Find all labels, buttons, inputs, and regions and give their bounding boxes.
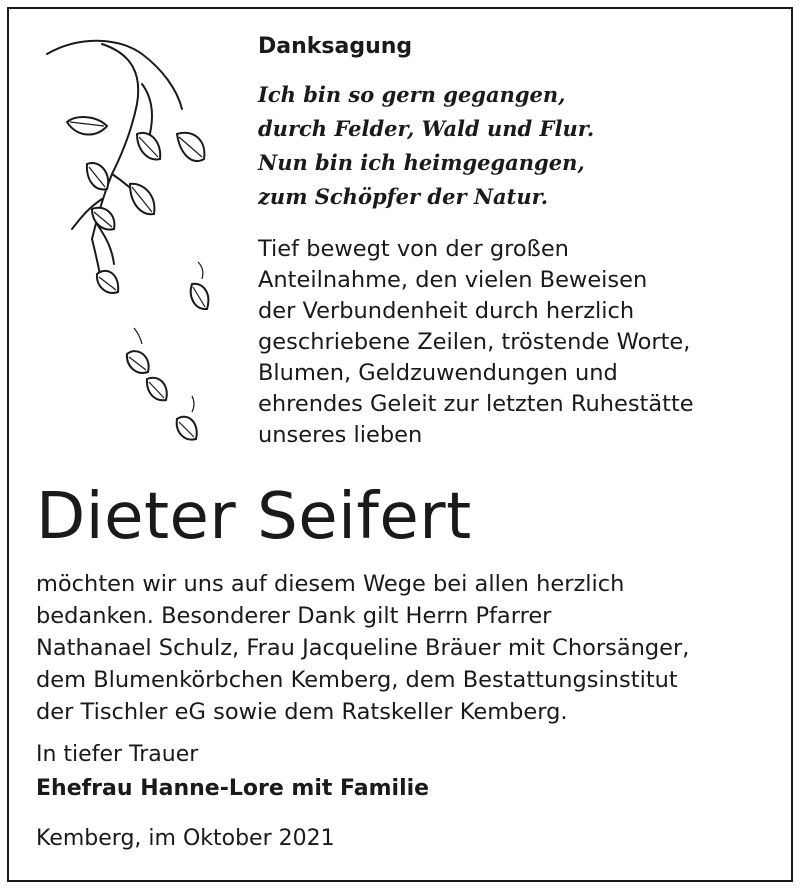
poem-line: Nun bin ich heimgegangen, — [258, 150, 585, 175]
poem — [258, 78, 594, 214]
family-signature: Ehefrau Hanne-Lore mit Familie — [36, 776, 430, 801]
intro-line: Tief bewegt von der großen — [258, 236, 569, 262]
intro-paragraph — [258, 234, 694, 451]
intro-line: ehrendes Geleit zur letzten Ruhestätte — [258, 391, 694, 417]
deceased-name: Dieter Seifert — [36, 480, 472, 554]
thanks-line: dem Blumenkörbchen Kemberg, dem Bestattungsinstitut — [36, 667, 678, 693]
place-and-date: Kemberg, im Oktober 2021 — [36, 826, 335, 851]
intro-line: unseres lieben — [258, 422, 423, 448]
intro-line: geschriebene Zeilen, tröstende Worte, — [258, 329, 691, 355]
poem-line: Ich bin so gern gegangen, — [258, 82, 566, 107]
thanks-line: Nathanael Schulz, Frau Jacqueline Bräuer mit Chorsänger, — [36, 635, 690, 661]
intro-line: der Verbundenheit durch herzlich — [258, 298, 635, 324]
thanks-line: der Tischler eG sowie dem Ratskeller Kemberg. — [36, 699, 568, 725]
intro-line: Blumen, Geldzuwendungen und — [258, 360, 618, 386]
intro-line: Anteilnahme, den vielen Beweisen — [258, 267, 648, 293]
poem-line: durch Felder, Wald und Flur. — [258, 116, 595, 141]
grief-line: In tiefer Trauer — [36, 742, 199, 767]
birch-branch-illustration — [42, 34, 222, 454]
heading-danksagung: Danksagung — [258, 34, 413, 59]
poem-line: zum Schöpfer der Natur. — [258, 184, 549, 209]
thanks-line: möchten wir uns auf diesem Wege bei allen herzlich — [36, 571, 625, 597]
thanks-line: bedanken. Besonderer Dank gilt Herrn Pfarrer — [36, 603, 552, 629]
thanks-paragraph — [36, 568, 689, 728]
